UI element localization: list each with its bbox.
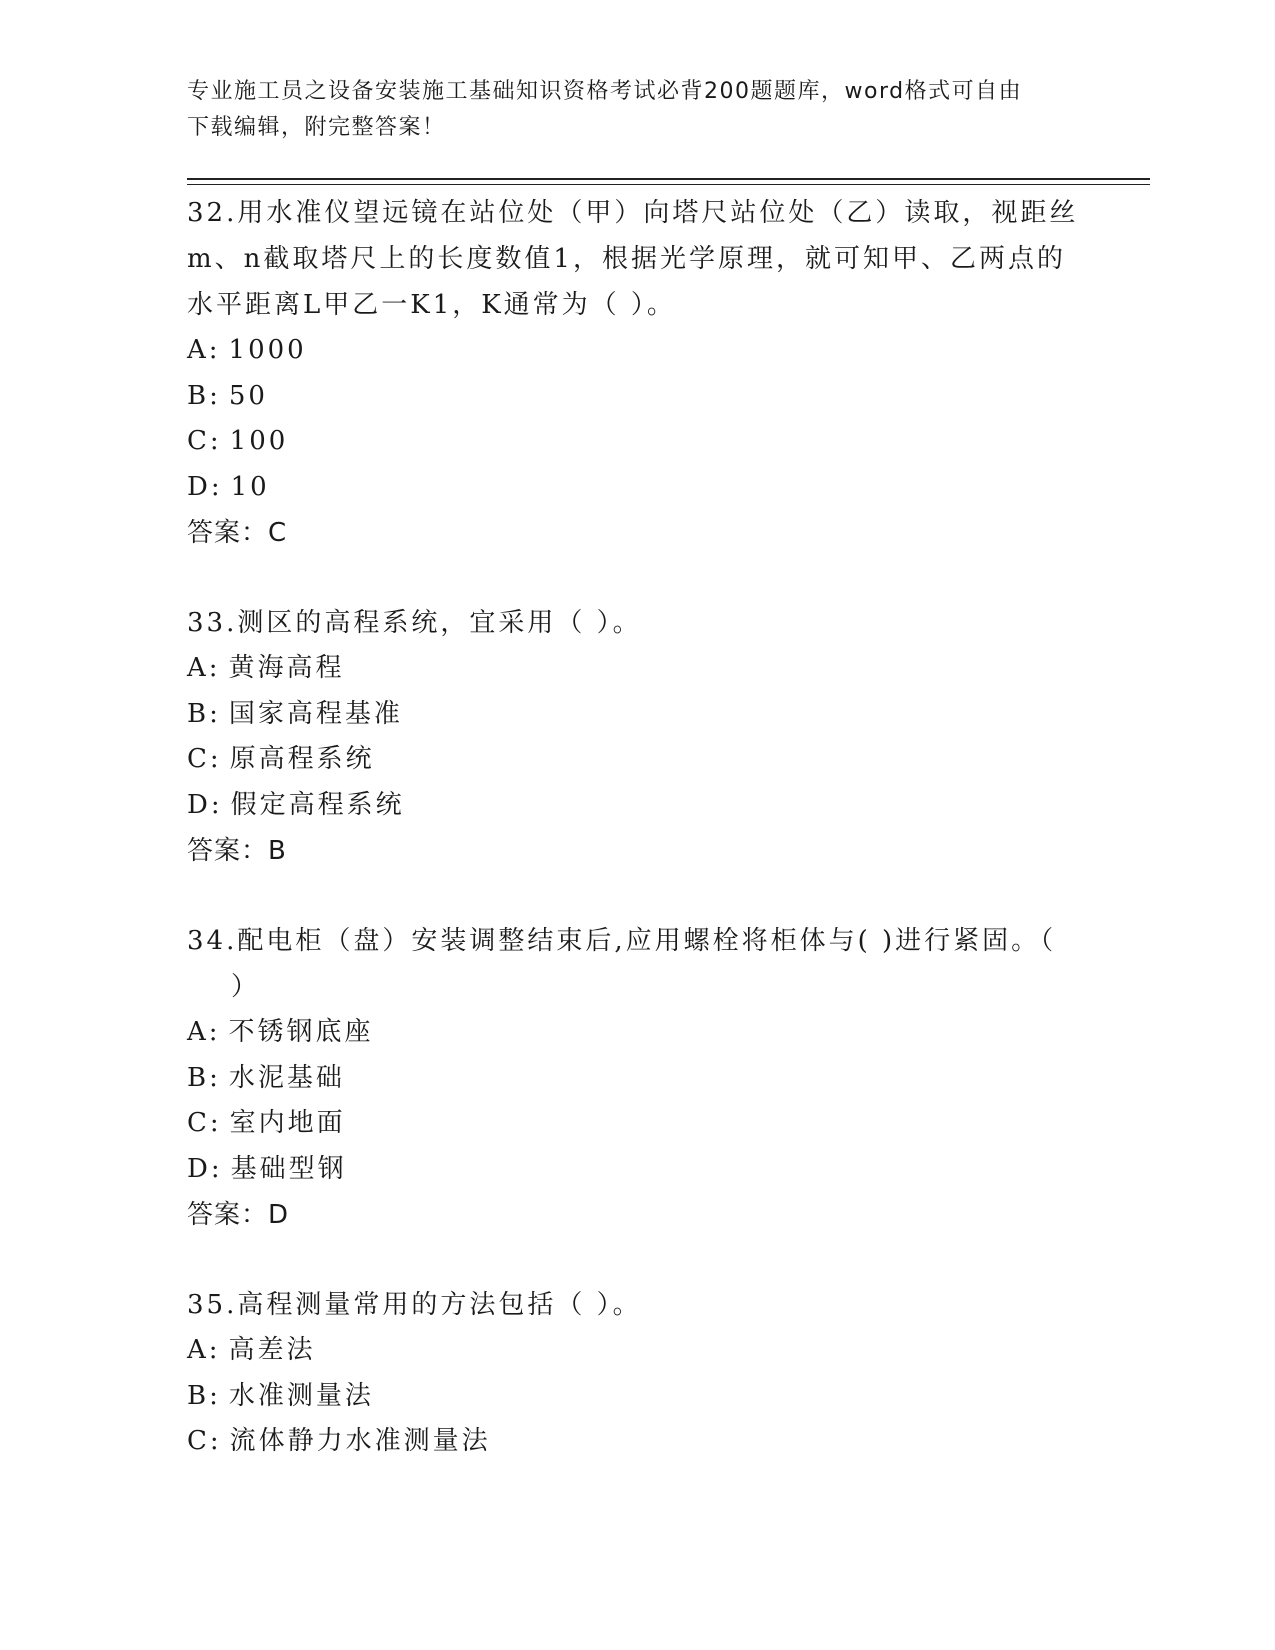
question-spacer	[187, 556, 1087, 600]
question-33	[187, 600, 1087, 874]
question-text-line-1: 用水准仪望远镜在站位处（甲）向塔尺站位处（乙）读取，视距丝	[237, 198, 1079, 228]
option-text: 水准测量法	[228, 1380, 374, 1411]
option-a	[187, 646, 1087, 692]
option-label: B:	[187, 1380, 221, 1411]
document-header	[187, 74, 1067, 146]
option-text: 不锈钢底座	[228, 1017, 374, 1047]
header-divider-thick	[187, 178, 1150, 180]
question-text-line-1: 配电柜（盘）安装调整结束后,应用螺栓将柜体与( )进行紧固。（	[237, 926, 1057, 956]
option-b	[187, 1056, 1087, 1102]
option-c	[187, 737, 1087, 783]
option-label: C:	[187, 1108, 222, 1138]
option-label: A:	[187, 653, 221, 683]
question-text	[187, 1282, 1087, 1328]
option-text: 基础型钢	[230, 1153, 347, 1184]
option-c	[187, 1419, 1087, 1465]
option-label: B:	[187, 698, 221, 729]
option-label: A:	[187, 1017, 221, 1047]
option-label: D:	[187, 789, 223, 820]
option-text: 100	[229, 426, 289, 456]
option-b	[187, 1374, 1087, 1420]
option-a	[187, 328, 1087, 374]
question-list	[187, 190, 1087, 1465]
option-c	[187, 419, 1087, 465]
question-34	[187, 918, 1087, 1238]
option-text: 原高程系统	[229, 744, 375, 774]
option-label: A:	[187, 335, 221, 365]
answer-line: 答案：D	[187, 1200, 290, 1230]
header-line-2: 下载编辑，附完整答案！	[187, 115, 446, 140]
option-label: A:	[187, 1335, 221, 1365]
question-number: 33.	[187, 608, 238, 638]
option-d	[187, 783, 1087, 829]
question-text-line-2: ）	[231, 972, 261, 1002]
option-label: B:	[187, 380, 221, 411]
option-text: 50	[228, 380, 268, 411]
option-text: 黄海高程	[228, 653, 345, 683]
question-number: 35.	[187, 1290, 238, 1320]
option-text: 10	[230, 471, 270, 502]
question-text	[187, 918, 1087, 1010]
question-35	[187, 1282, 1087, 1465]
question-number: 34.	[187, 926, 238, 956]
option-c	[187, 1101, 1087, 1147]
option-label: B:	[187, 1062, 221, 1093]
option-d	[187, 465, 1087, 511]
option-label: C:	[187, 426, 222, 456]
option-text: 室内地面	[229, 1108, 346, 1138]
answer-line: 答案：C	[187, 518, 288, 548]
header-divider-thin	[187, 184, 1150, 185]
question-spacer	[187, 874, 1087, 918]
question-text-line-1: 测区的高程系统，宜采用（ ）。	[237, 608, 642, 638]
option-a	[187, 1010, 1087, 1056]
option-text: 高差法	[228, 1335, 316, 1365]
option-label: C:	[187, 744, 222, 774]
option-label: D:	[187, 471, 223, 502]
header-line-1: 专业施工员之设备安装施工基础知识资格考试必背200题题库，word格式可自由	[187, 79, 1023, 104]
option-d	[187, 1147, 1087, 1193]
question-text	[187, 190, 1087, 328]
option-text: 假定高程系统	[230, 789, 405, 820]
question-text-line-3: 水平距离L甲乙一K1，K通常为（ ）。	[187, 290, 676, 320]
option-text: 1000	[228, 335, 307, 365]
question-text-line-2: m、n截取塔尺上的长度数值1，根据光学原理，就可知甲、乙两点的	[187, 244, 1066, 274]
option-text: 流体静力水准测量法	[229, 1426, 491, 1456]
option-label: D:	[187, 1153, 223, 1184]
option-b	[187, 692, 1087, 738]
question-text-line-1: 高程测量常用的方法包括（ ）。	[237, 1290, 642, 1320]
option-b	[187, 374, 1087, 420]
question-spacer	[187, 1238, 1087, 1282]
option-text: 国家高程基准	[228, 698, 403, 729]
option-text: 水泥基础	[228, 1062, 345, 1093]
answer-line: 答案：B	[187, 836, 287, 866]
question-number: 32.	[187, 198, 238, 228]
question-32	[187, 190, 1087, 556]
option-a	[187, 1328, 1087, 1374]
question-text	[187, 600, 1087, 646]
option-label: C:	[187, 1426, 222, 1456]
